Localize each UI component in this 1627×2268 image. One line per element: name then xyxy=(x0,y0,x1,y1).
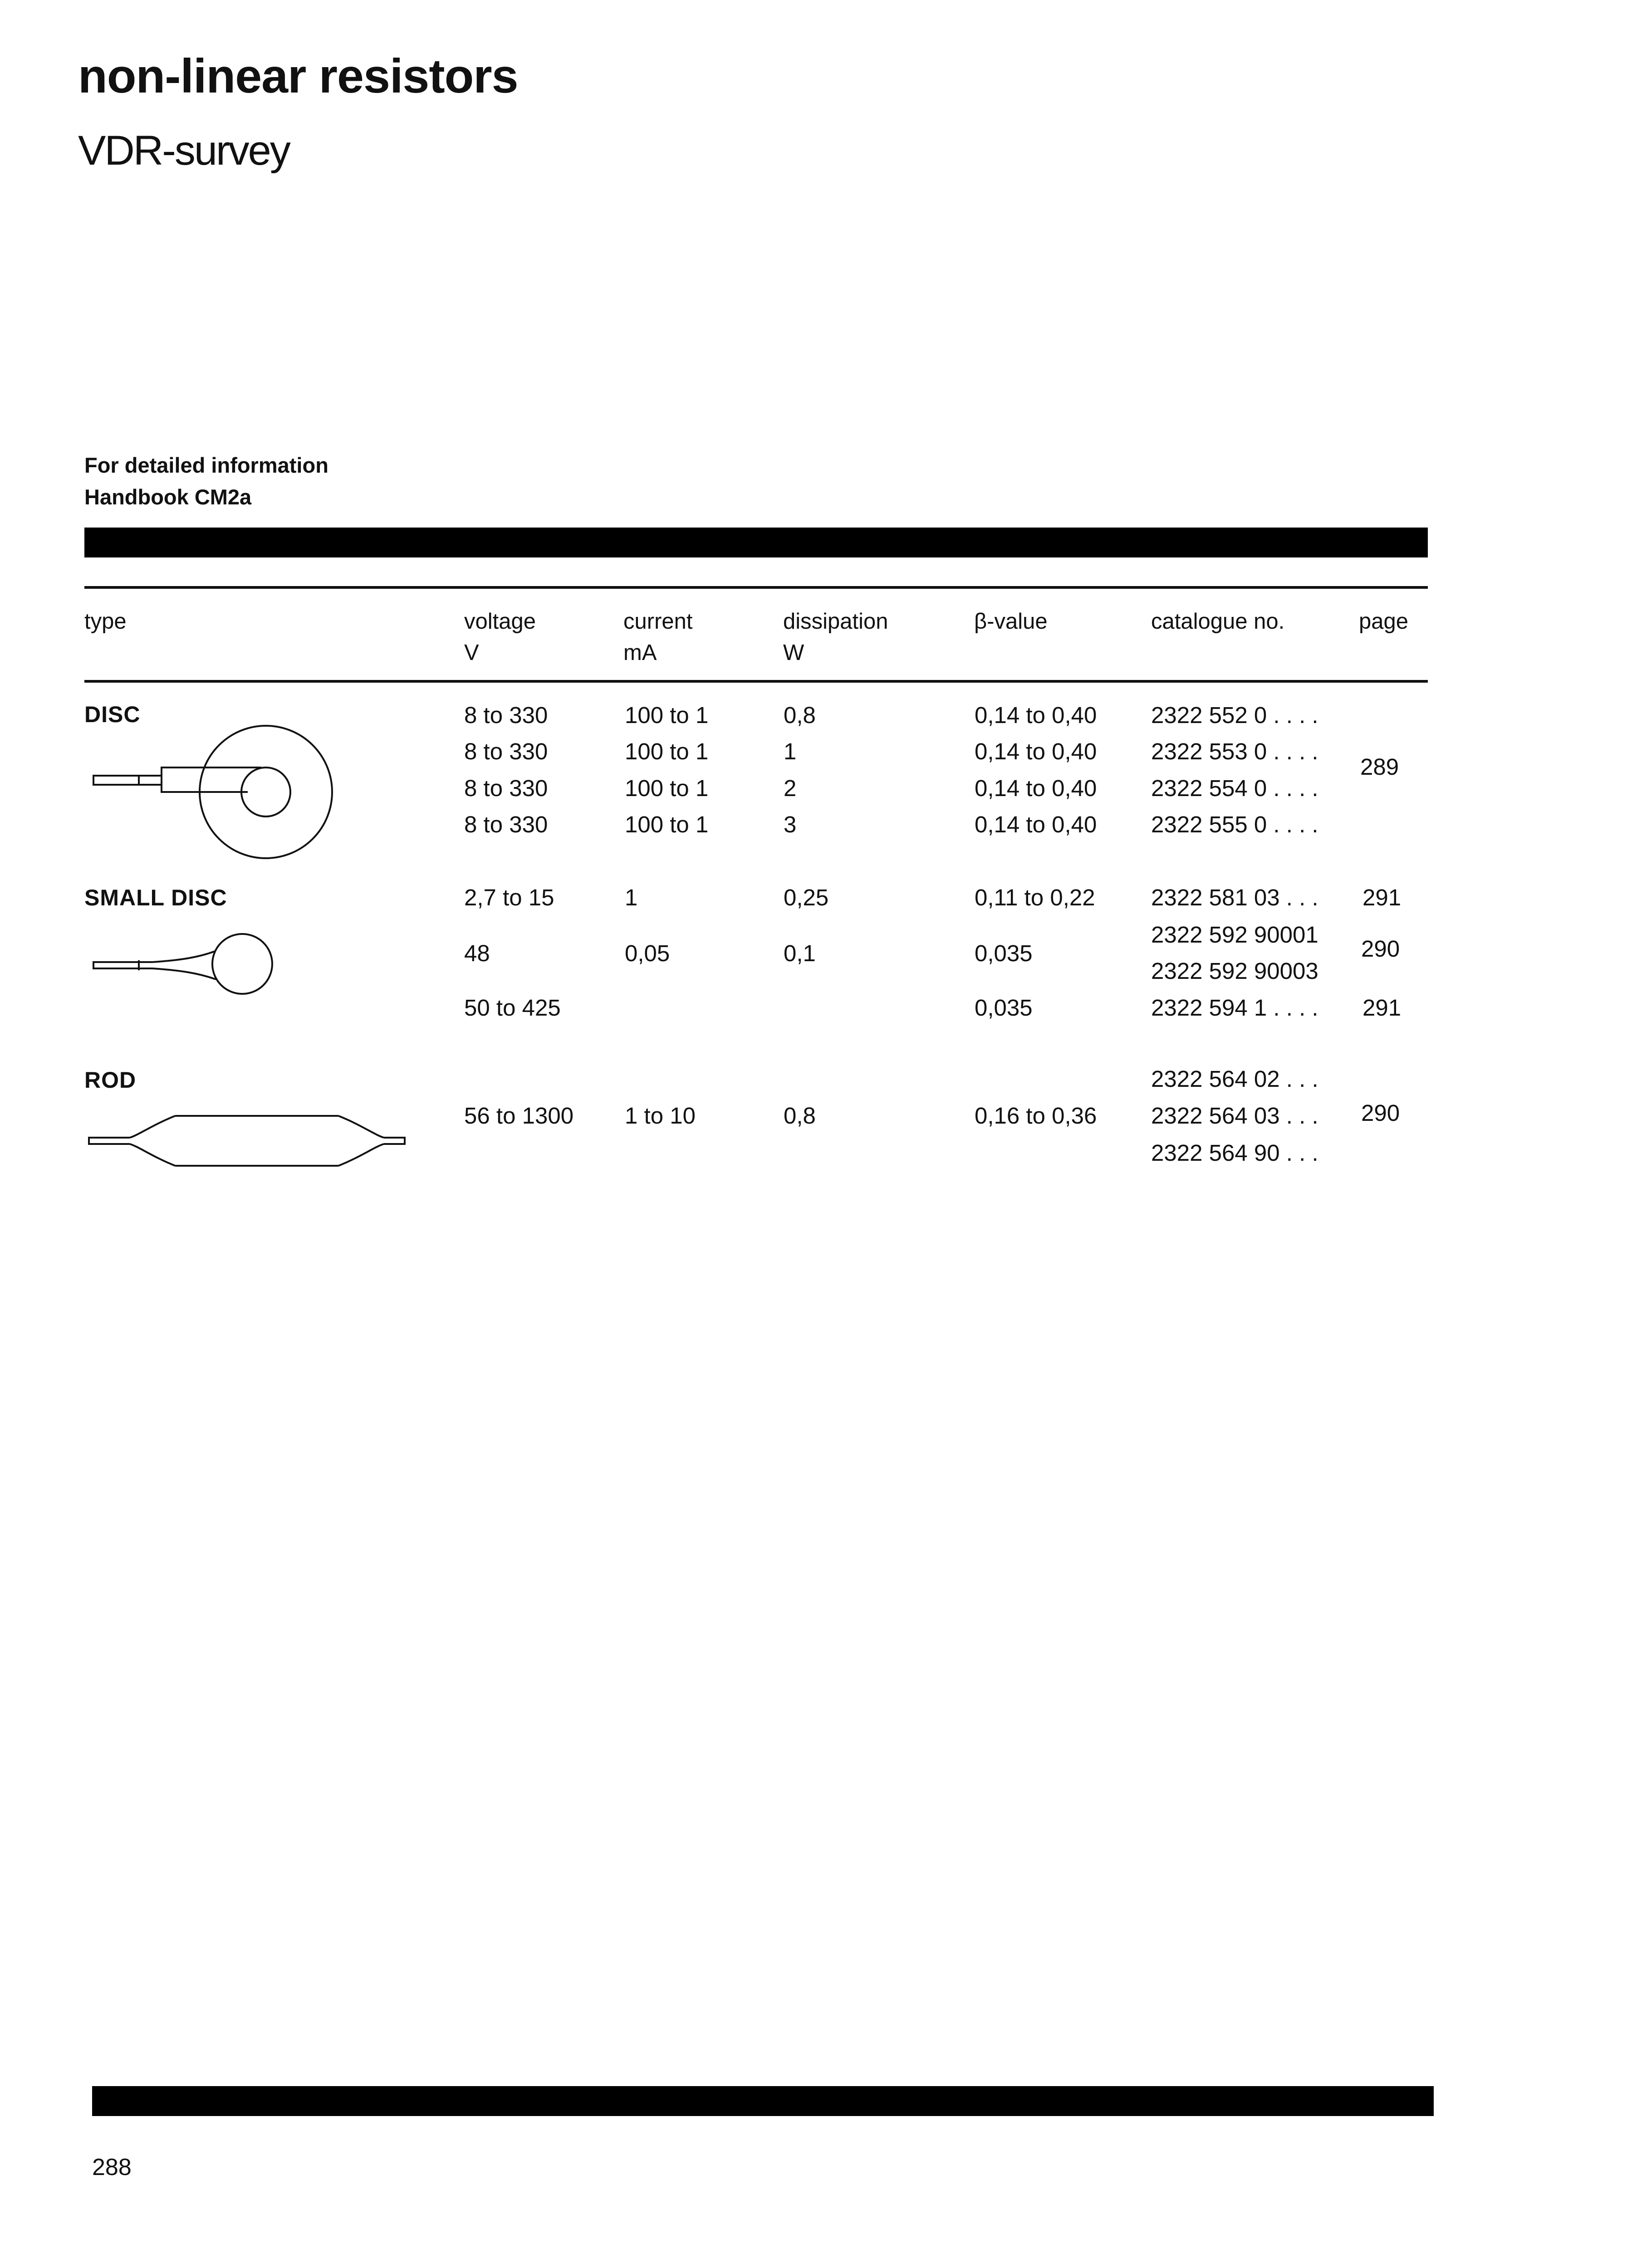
cell-page: 290 xyxy=(1361,1100,1400,1126)
cell-voltage: 48 xyxy=(464,940,490,966)
cell-catalogue-no: 2322 564 02 . . . xyxy=(1151,1066,1318,1092)
cell-catalogue-no: 2322 592 90003 xyxy=(1151,958,1318,984)
table-top-rule xyxy=(84,586,1428,589)
small-disc-vdr-icon xyxy=(84,932,284,1000)
cell-catalogue-no: 2322 555 0 . . . . xyxy=(1151,811,1318,837)
cell-dissipation: 3 xyxy=(784,811,797,837)
cell-page: 291 xyxy=(1362,885,1402,910)
cell-catalogue-no: 2322 564 03 . . . xyxy=(1151,1103,1318,1129)
cell-catalogue-no: 2322 554 0 . . . . xyxy=(1151,775,1318,801)
col-header-voltage-label: voltage xyxy=(464,609,536,634)
cell-catalogue-no: 2322 594 1 . . . . xyxy=(1151,995,1318,1021)
col-header-voltage xyxy=(464,606,536,669)
cell-beta-value: 0,11 to 0,22 xyxy=(975,885,1095,910)
cell-dissipation: 0,8 xyxy=(784,702,816,728)
cell-voltage: 8 to 330 xyxy=(464,811,548,837)
cell-dissipation: 0,1 xyxy=(784,940,816,966)
col-header-type: type xyxy=(84,609,127,634)
col-header-dissipation-unit: W xyxy=(783,640,804,665)
cell-catalogue-no: 2322 564 90 . . . xyxy=(1151,1140,1318,1166)
info-line-2: Handbook CM2a xyxy=(84,485,252,509)
col-header-dissipation xyxy=(783,606,888,669)
cell-beta-value: 0,14 to 0,40 xyxy=(975,811,1097,837)
cell-dissipation: 0,8 xyxy=(784,1103,816,1129)
type-name-disc: DISC xyxy=(84,702,141,727)
cell-page: 290 xyxy=(1361,936,1400,962)
cell-voltage: 8 to 330 xyxy=(464,738,548,764)
cell-page: 291 xyxy=(1362,995,1402,1021)
cell-beta-value: 0,14 to 0,40 xyxy=(975,775,1097,801)
cell-current: 0,05 xyxy=(625,940,670,966)
table-header-rule xyxy=(84,680,1428,683)
cell-voltage: 50 to 425 xyxy=(464,995,561,1021)
cell-voltage: 56 to 1300 xyxy=(464,1103,574,1129)
cell-current: 100 to 1 xyxy=(625,738,709,764)
col-header-current-unit: mA xyxy=(623,640,657,665)
rod-vdr-icon xyxy=(84,1111,411,1170)
type-name-rod: ROD xyxy=(84,1067,137,1093)
cell-voltage: 8 to 330 xyxy=(464,775,548,801)
col-header-voltage-unit: V xyxy=(464,640,479,665)
cell-beta-value: 0,14 to 0,40 xyxy=(975,702,1097,728)
cell-catalogue-no: 2322 581 03 . . . xyxy=(1151,885,1318,910)
cell-voltage: 2,7 to 15 xyxy=(464,885,554,910)
cell-current: 1 to 10 xyxy=(625,1103,696,1129)
col-header-page: page xyxy=(1359,609,1409,634)
cell-catalogue-no: 2322 552 0 . . . . xyxy=(1151,702,1318,728)
page-subtitle: VDR-survey xyxy=(78,127,289,174)
bottom-black-bar xyxy=(92,2086,1434,2116)
cell-page: 289 xyxy=(1360,754,1399,780)
top-black-bar xyxy=(84,528,1428,557)
col-header-current xyxy=(623,606,693,669)
info-line-1: For detailed information xyxy=(84,453,328,477)
col-header-dissipation-label: dissipation xyxy=(783,609,888,634)
cell-dissipation: 1 xyxy=(784,738,797,764)
cell-catalogue-no: 2322 553 0 . . . . xyxy=(1151,738,1318,764)
cell-voltage: 8 to 330 xyxy=(464,702,548,728)
page-title: non-linear resistors xyxy=(78,49,518,103)
cell-current: 100 to 1 xyxy=(625,702,709,728)
col-header-beta-value: β-value xyxy=(974,609,1048,634)
col-header-catalogue-no: catalogue no. xyxy=(1151,609,1285,634)
cell-dissipation: 2 xyxy=(784,775,797,801)
page-number: 288 xyxy=(92,2154,132,2180)
cell-beta-value: 0,16 to 0,36 xyxy=(975,1103,1097,1129)
cell-current: 100 to 1 xyxy=(625,811,709,837)
cell-beta-value: 0,035 xyxy=(975,995,1033,1021)
cell-current: 100 to 1 xyxy=(625,775,709,801)
type-name-small-disc: SMALL DISC xyxy=(84,885,227,910)
cell-dissipation: 0,25 xyxy=(784,885,829,910)
disc-vdr-icon xyxy=(84,726,338,862)
cell-catalogue-no: 2322 592 90001 xyxy=(1151,922,1318,948)
cell-beta-value: 0,035 xyxy=(975,940,1033,966)
cell-beta-value: 0,14 to 0,40 xyxy=(975,738,1097,764)
col-header-current-label: current xyxy=(623,609,693,634)
cell-current: 1 xyxy=(625,885,638,910)
